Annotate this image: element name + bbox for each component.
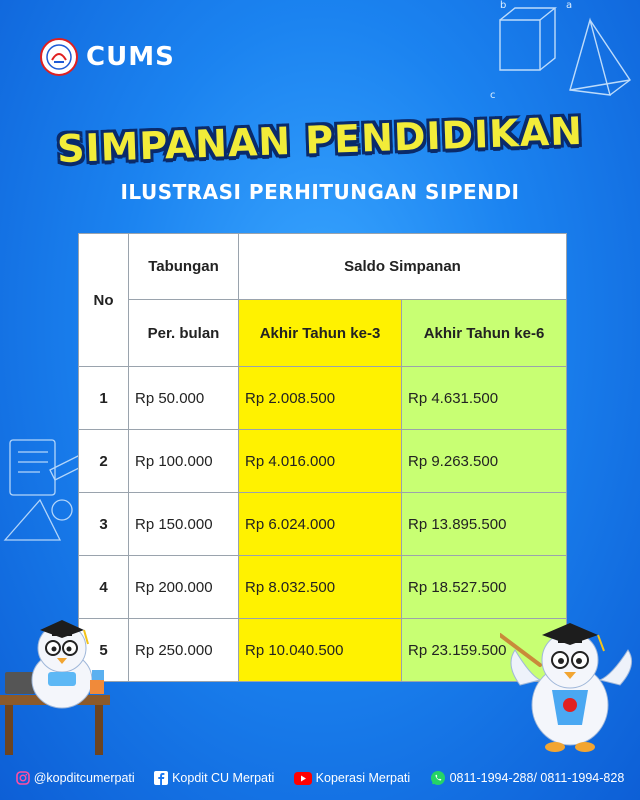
header-tabungan: Tabungan [129, 234, 239, 300]
brand-name: CUMS [86, 42, 175, 72]
table-row [79, 430, 567, 493]
row-number: 2 [79, 430, 129, 493]
facebook-icon [154, 771, 168, 785]
row-tahun6: Rp 13.895.500 [402, 493, 567, 556]
svg-text:a: a [566, 0, 573, 11]
row-number: 4 [79, 556, 129, 619]
header-no: No [79, 234, 129, 367]
instagram-handle: @kopditcumerpati [33, 771, 135, 785]
header-akhir-tahun-6: Akhir Tahun ke-6 [402, 300, 567, 367]
row-tahun3: Rp 8.032.500 [239, 556, 402, 619]
school-supplies-sketch-decoration [0, 430, 90, 550]
whatsapp-numbers: 0811-1994-288/ 0811-1994-828 [449, 771, 625, 785]
footer-whatsapp[interactable] [430, 770, 625, 786]
row-number: 1 [79, 367, 129, 430]
row-tahun6: Rp 23.159.500 [402, 619, 567, 682]
instagram-icon [16, 771, 30, 785]
table-row [79, 556, 567, 619]
geometry-sketch-decoration [470, 0, 640, 110]
footer-instagram[interactable] [16, 771, 135, 785]
table-row [79, 619, 567, 682]
page-title: SIMPANAN PENDIDIKAN [56, 108, 584, 172]
whatsapp-icon [430, 770, 446, 786]
svg-text:c: c [490, 90, 496, 101]
row-tahun3: Rp 4.016.000 [239, 430, 402, 493]
row-tabungan: Rp 150.000 [129, 493, 239, 556]
table-row [79, 493, 567, 556]
row-tahun3: Rp 10.040.500 [239, 619, 402, 682]
header-per-bulan: Per. bulan [129, 300, 239, 367]
row-tahun6: Rp 18.527.500 [402, 556, 567, 619]
page-subtitle: ILUSTRASI PERHITUNGAN SIPENDI [120, 180, 520, 204]
mascot-student-illustration [0, 610, 130, 760]
savings-table [78, 233, 567, 682]
row-tabungan: Rp 50.000 [129, 367, 239, 430]
youtube-icon [294, 772, 312, 785]
header-saldo-simpanan: Saldo Simpanan [239, 234, 567, 300]
row-tahun6: Rp 4.631.500 [402, 367, 567, 430]
row-number: 3 [79, 493, 129, 556]
row-tahun6: Rp 9.263.500 [402, 430, 567, 493]
footer-youtube[interactable] [294, 771, 411, 785]
row-tabungan: Rp 200.000 [129, 556, 239, 619]
youtube-channel: Koperasi Merpati [315, 771, 411, 785]
mascot-teacher-illustration [500, 605, 640, 765]
facebook-name: Kopdit CU Merpati [172, 771, 275, 785]
footer-facebook[interactable] [154, 771, 274, 785]
footer-contacts [0, 756, 640, 800]
row-tabungan: Rp 100.000 [129, 430, 239, 493]
header-akhir-tahun-3: Akhir Tahun ke-3 [239, 300, 402, 367]
row-tahun3: Rp 2.008.500 [239, 367, 402, 430]
row-tabungan: Rp 250.000 [129, 619, 239, 682]
brand-logo [40, 38, 175, 76]
cums-logo-icon [40, 38, 78, 76]
row-number: 5 [79, 619, 129, 682]
table-row [79, 367, 567, 430]
row-tahun3: Rp 6.024.000 [239, 493, 402, 556]
svg-text:b: b [500, 0, 507, 11]
